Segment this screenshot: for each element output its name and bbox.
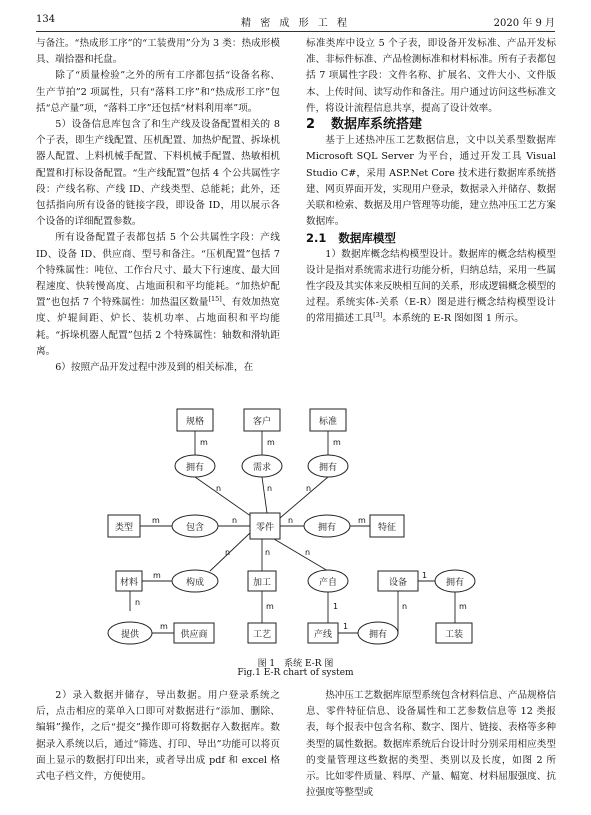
relation-own bbox=[308, 455, 348, 477]
svg-text:标准: 标准 bbox=[318, 417, 338, 427]
svg-text:n: n bbox=[216, 484, 222, 493]
er-diagram bbox=[100, 405, 500, 653]
svg-text:规格: 规格 bbox=[185, 417, 205, 427]
paragraph: 标准类库中设立 5 个子表，即设备开发标准、产品开发标准、非标件标准、产品检测标准和材料标准。所有子表都包括 7 项属性字段：文件名称、扩展名、文件大小、文件版本、上传时间、读写动作和备注。用户通过访问这些标准文件，将设计流程信息共享，提高了设计效率。 bbox=[306, 38, 556, 114]
svg-text:n: n bbox=[267, 484, 273, 493]
svg-text:n: n bbox=[135, 598, 141, 607]
right-column-bottom bbox=[306, 688, 556, 801]
paragraph: 基于上述热冲压工艺数据信息，文中以关系型数据库 Microsoft SQL Server 为平台，通过开发工具 Visual Studio C#，采用 ASP.Net Core 技术进行数据库系统搭建、网页界面开发，实现用户登录，数据录入并储存、数据关联和检索、数据及用户管理等功能，建立热冲压工艺方案数据库。 bbox=[306, 135, 556, 228]
svg-text:m: m bbox=[160, 622, 168, 631]
figure-caption-en: Fig.1 E-R chart of system bbox=[237, 668, 354, 678]
paragraph: 2）录入数据并储存，导出数据。用户登录系统之后，点击相应的菜单入口即可对数据进行“添加、删除、编辑”操作，之后“提交”操作即可将数据存入数据库。数据录入系统以后，通过“筛选、打印、导出”功能可以将页面上显示的数据打印出来，或者导出成 pdf 和 excel 格式电子档文件，方便使用。 bbox=[36, 690, 280, 783]
relation-own bbox=[358, 622, 398, 644]
svg-text:客户: 客户 bbox=[252, 417, 272, 427]
svg-text:产线: 产线 bbox=[313, 630, 333, 640]
section-heading bbox=[306, 117, 556, 133]
svg-text:m: m bbox=[266, 602, 274, 611]
relation-contain bbox=[172, 515, 218, 537]
svg-text:m: m bbox=[200, 438, 208, 447]
paragraph: 5）设备信息库包含了和生产线及设备配置相关的 8 个子表，即生产线配置、压机配置、加热炉配置、拆垛机器人配置、上料机械手配置、下料机械手配置、热敏相机配置和打标设备配置。“生产线配置”包括 4 个公共属性字段：产线名称、产线 ID、产线类型、总能耗；此外，还包括指向所有设备的链接字段，即设备 ID，用以展示各个设备的详细配置参数。 bbox=[36, 119, 280, 228]
svg-text:工装: 工装 bbox=[444, 630, 464, 640]
entity-part bbox=[250, 513, 280, 539]
svg-text:产自: 产自 bbox=[318, 578, 338, 588]
entity-type bbox=[108, 515, 140, 537]
entity-standard bbox=[310, 409, 346, 431]
subsection-heading bbox=[306, 230, 556, 246]
relation-originate bbox=[308, 570, 348, 592]
svg-text:拥有: 拥有 bbox=[318, 463, 338, 473]
svg-text:零件: 零件 bbox=[255, 523, 275, 533]
svg-text:类型: 类型 bbox=[114, 523, 134, 533]
relation-own bbox=[175, 455, 215, 477]
svg-text:拥有: 拥有 bbox=[368, 630, 388, 640]
svg-text:包含: 包含 bbox=[185, 523, 205, 533]
paragraph: 除了“质量检验”之外的所有工序都包括“设备名称、生产节拍”2 项属性，只有“落料工序”和“热成形工序”包括“总产量”项，“落料工序”还包括“材料利用率”项。 bbox=[36, 70, 280, 114]
paragraph-text: 1）数据库概念结构模型设计。数据库的概念结构模型设计是指对系统需求进行功能分析，归纳总结，采用一些属性字段及其实体来反映相互间的关系，形成逻辑概念模型的过程。系统实体-关系（E-R）图是进行概念结构模型设计的常用描述工具 bbox=[306, 248, 556, 325]
svg-text:特征: 特征 bbox=[377, 523, 397, 533]
svg-text:1: 1 bbox=[343, 622, 349, 631]
entity-processing bbox=[248, 571, 276, 591]
entity-process bbox=[248, 623, 276, 643]
issue-date: 2020 年 9 月 bbox=[493, 18, 555, 29]
relation-demand bbox=[242, 455, 282, 477]
citation: [3] bbox=[373, 311, 383, 320]
page-number: 134 bbox=[36, 14, 56, 25]
svg-text:m: m bbox=[152, 516, 160, 525]
section-number: 2 bbox=[306, 117, 316, 133]
running-header bbox=[36, 14, 555, 32]
svg-text:拥有: 拥有 bbox=[317, 523, 337, 533]
entity-feature bbox=[370, 515, 404, 537]
entity-customer bbox=[244, 409, 280, 431]
entity-material bbox=[116, 571, 142, 591]
relation-supply bbox=[108, 622, 152, 644]
entity-equipment bbox=[378, 571, 418, 591]
svg-text:m: m bbox=[153, 571, 161, 580]
svg-text:构成: 构成 bbox=[185, 578, 205, 588]
paragraph-text: 、有效加热宽度、炉辊间距、炉长、装机功率、占地面积和平均能耗。“拆垛机器人配置”包括 2 个特殊属性：轴数和滑轨距离。 bbox=[36, 297, 281, 357]
relation-own bbox=[304, 515, 350, 537]
paragraph: 6）按照产品开发过程中涉及到的相关标准，在 bbox=[55, 362, 254, 374]
paragraph: 与备注。“热成形工序”的“工装费用”分为 3 类：热成形模具、端拾器和托盘。 bbox=[36, 38, 280, 66]
svg-text:m: m bbox=[267, 438, 275, 447]
svg-text:拥有: 拥有 bbox=[185, 463, 205, 473]
svg-text:材料: 材料 bbox=[119, 578, 139, 588]
svg-text:n: n bbox=[305, 548, 311, 557]
paragraph-text: 所有设备配置子表都包括 5 个公共属性字段：产线 ID、设备 ID、供应商、型号和备注。“压机配置”包括 7 个特殊属性：吨位、工作台尺寸、最大下行速度、最大回程速度、快转慢高度、占地面积和平均能耗。“加热炉配置”也包括 7 个特殊属性：加热温区数量 bbox=[36, 232, 280, 309]
subsection-title: 数据库模型 bbox=[338, 231, 396, 246]
svg-text:m: m bbox=[459, 602, 467, 611]
figure-caption: 图 1 系统 E-R 图 bbox=[257, 659, 334, 669]
svg-text:n: n bbox=[306, 484, 312, 493]
svg-text:供应商: 供应商 bbox=[180, 630, 208, 640]
svg-text:n: n bbox=[225, 548, 231, 557]
svg-text:m: m bbox=[333, 438, 341, 447]
paragraph bbox=[306, 247, 556, 328]
citation: [15] bbox=[208, 295, 222, 304]
svg-text:设备: 设备 bbox=[388, 578, 408, 588]
svg-text:m: m bbox=[358, 516, 366, 525]
svg-text:加工: 加工 bbox=[252, 578, 272, 588]
svg-text:1: 1 bbox=[422, 571, 428, 580]
svg-text:n: n bbox=[265, 548, 271, 557]
svg-text:工艺: 工艺 bbox=[252, 630, 272, 640]
entity-supplier bbox=[174, 623, 214, 643]
section-title: 数据库系统搭建 bbox=[331, 117, 423, 133]
svg-text:提供: 提供 bbox=[120, 630, 140, 640]
svg-text:n: n bbox=[402, 602, 408, 611]
entity-line bbox=[308, 623, 338, 643]
svg-text:n: n bbox=[232, 516, 238, 525]
paragraph-text: 。本系统的 E-R 图如图 1 所示。 bbox=[382, 313, 524, 325]
paragraph: 热冲压工艺数据库原型系统包含材料信息、产品规格信息、零件特征信息、设备属性和工艺参数信息等 12 类报表，每个报表中包含名称、数字、图片、链接、表格等多种类型的属性数据。数据库系统后台设计时分别采用相应类型的变量管理这些数据的类型、类别以及长度，如图 2 所示。比如零件质量、料厚、产量、幅宽、材料屈服强度、抗拉强度等整型或 bbox=[306, 690, 556, 799]
left-column bbox=[36, 36, 280, 376]
right-column bbox=[306, 36, 556, 328]
svg-text:拥有: 拥有 bbox=[445, 578, 465, 588]
entity-tooling bbox=[436, 623, 472, 643]
header-rule bbox=[36, 31, 555, 32]
relation-own bbox=[435, 570, 475, 592]
svg-text:n: n bbox=[288, 516, 294, 525]
svg-text:需求: 需求 bbox=[252, 463, 272, 473]
entity-spec bbox=[177, 409, 213, 431]
left-column-bottom bbox=[36, 688, 280, 785]
journal-title: 精 密 成 形 工 程 bbox=[241, 18, 350, 29]
svg-text:1: 1 bbox=[333, 602, 339, 611]
relation-compose bbox=[172, 570, 218, 592]
paragraph bbox=[36, 230, 280, 360]
subsection-number: 2.1 bbox=[306, 231, 327, 246]
